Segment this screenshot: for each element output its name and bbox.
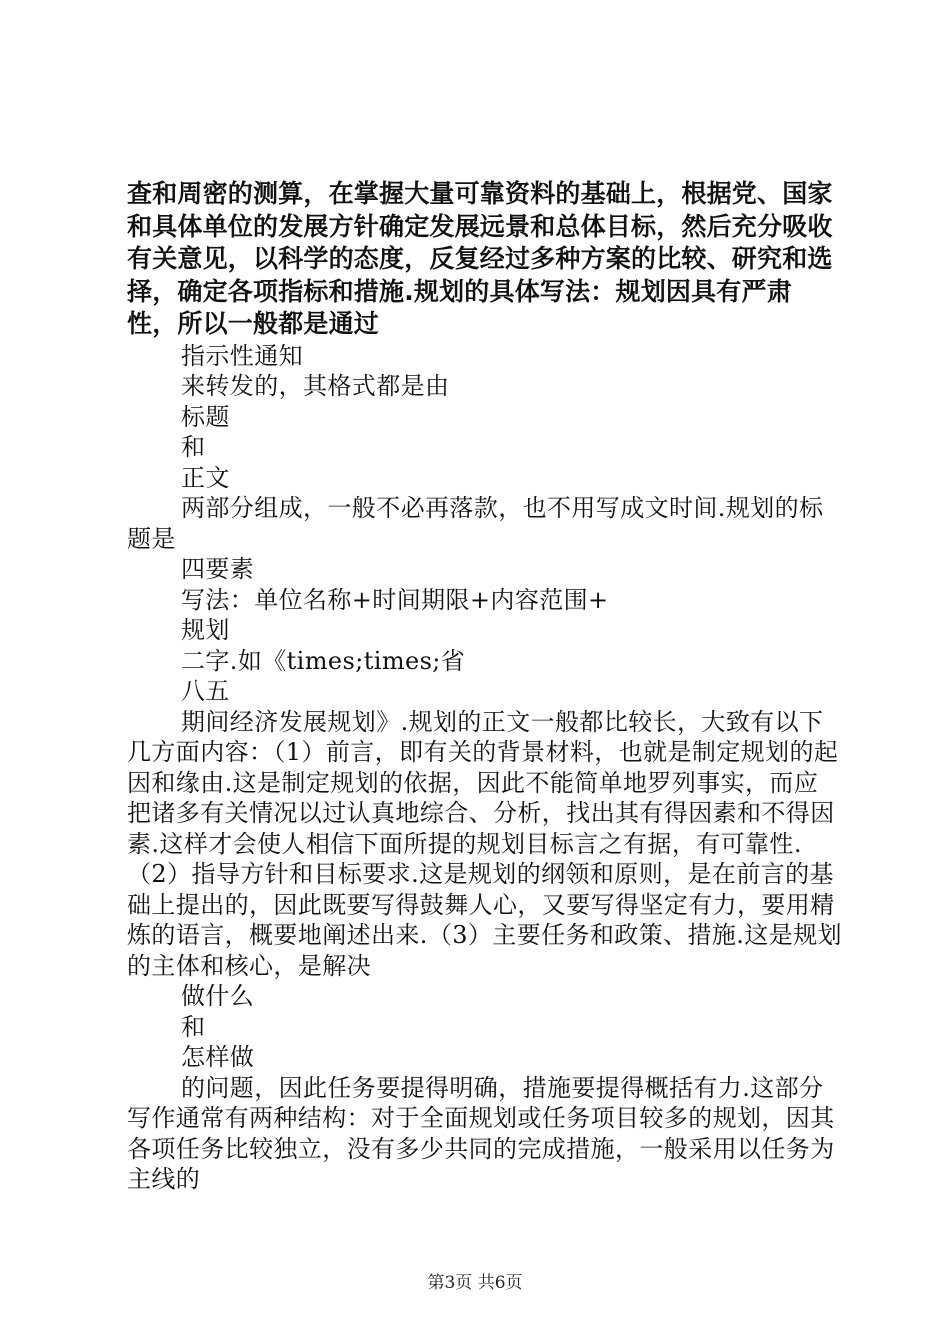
document-body <box>127 178 842 1195</box>
paragraph: 和 <box>181 1012 206 1041</box>
page-number: 第3页 共6页 <box>427 1273 523 1293</box>
paragraph: 规划 <box>181 616 230 645</box>
paragraph: 做什么 <box>181 982 255 1011</box>
paragraph: 怎样做 <box>181 1043 255 1072</box>
paragraph: 标题 <box>181 402 230 431</box>
paragraph: 写法：单位名称+时间期限+内容范围+ <box>181 585 609 614</box>
paragraph: 和 <box>181 433 206 462</box>
paragraph: 二字.如《times;times;省 <box>181 646 466 675</box>
paragraph: 正文 <box>181 463 230 492</box>
lead-paragraph: 查和周密的测算，在掌握大量可靠资料的基础上，根据党、国家和具体单位的发展方针确定发展远景和总体目标，然后充分吸收有关意见，以科学的态度，反复经过多种方案的比较、研究和选择，确定各项指标和措施.规划的具体写法：规划因具有严肃性，所以一般都是通过 <box>127 179 833 339</box>
paragraph: 八五 <box>181 677 230 706</box>
paragraph: 两部分组成，一般不必再落款，也不用写成文时间.规划的标题是 <box>127 494 824 553</box>
paragraph: 指示性通知 <box>181 341 303 370</box>
paragraph: 四要素 <box>181 555 255 584</box>
paragraph: 来转发的，其格式都是由 <box>181 372 450 401</box>
paragraph: 期间经济发展规划》.规划的正文一般都比较长，大致有以下几方面内容：（1）前言，即有关的背景材料，也就是制定规划的起因和缘由.这是制定规划的依据，因此不能简单地罗列事实，而应把诸多有关情况以过认真地综合、分析，找出其有得因素和不得因素.这样才会使人相信下面所提的规划目标言之有据，有可靠性.（2）指导方针和目标要求.这是规划的纲领和原则，是在前言的基础上提出的，因此既要写得鼓舞人心，又要写得坚定有力，要用精炼的语言，概要地阐述出来.（3）主要任务和政策、措施.这是规划的主体和核心，是解决 <box>127 707 842 980</box>
paragraph: 的问题，因此任务要提得明确，措施要提得概括有力.这部分写作通常有两种结构：对于全面规划或任务项目较多的规划，因其各项任务比较独立，没有多少共同的完成措施，一般采用以任务为主线的 <box>127 1073 835 1194</box>
page-footer <box>0 1268 950 1293</box>
